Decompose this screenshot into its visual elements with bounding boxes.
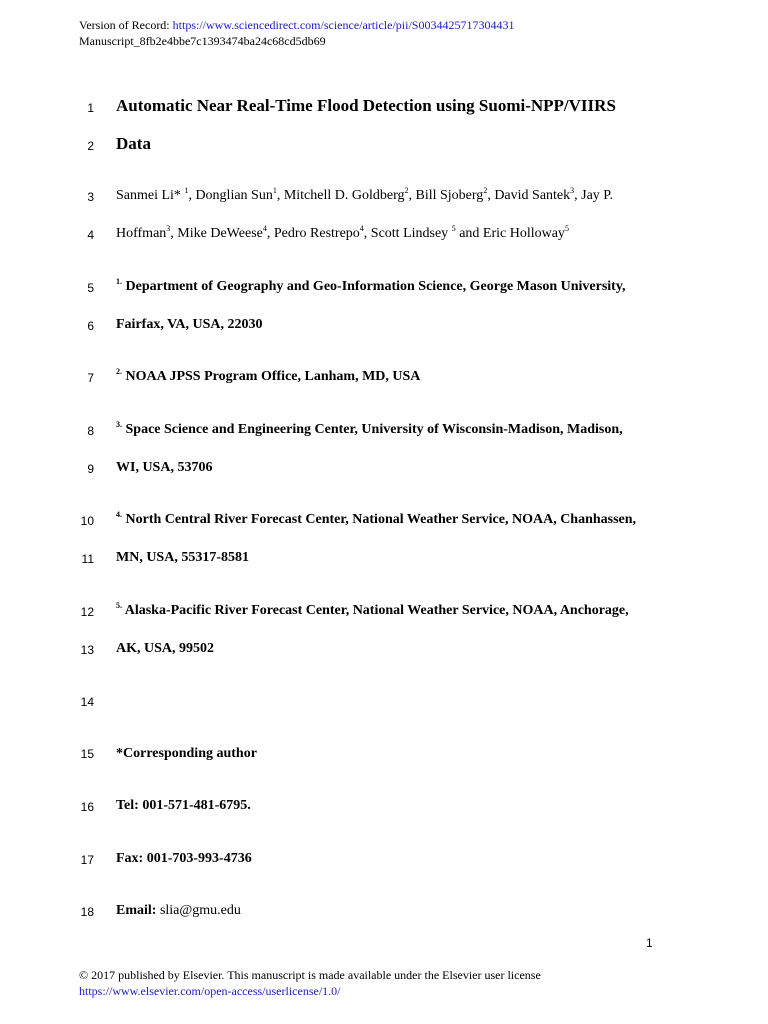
email-label: Email: — [116, 903, 157, 918]
version-of-record — [79, 18, 514, 32]
version-label: Version of Record: — [79, 18, 173, 32]
manuscript-id: Manuscript_8fb2e4bbe7c1393474ba24c68cd5db69 — [79, 34, 326, 48]
affiliation-text: North Central River Forecast Center, National Weather Service, NOAA, Chanhassen, — [125, 512, 637, 527]
line-number: 3 — [87, 190, 94, 204]
affiliation-1 — [116, 278, 626, 296]
author-name: , Scott Lindsey — [363, 226, 452, 241]
affiliation-text: Alaska-Pacific River Forecast Center, National Weather Service, NOAA, Anchorage, — [124, 603, 629, 618]
line-number: 7 — [87, 371, 94, 385]
affiliation-mark: 4 — [262, 224, 267, 233]
affiliation-number: 2. — [116, 367, 122, 376]
author-name: , Mitchell D. Goldberg — [276, 188, 405, 203]
page-number: 1 — [646, 936, 653, 950]
author-name: , Jay P. — [574, 188, 614, 203]
email-address[interactable]: slia@gmu.edu — [156, 903, 241, 918]
affiliation-mark: 3 — [166, 224, 171, 233]
affiliation-4-cont: MN, USA, 55317-8581 — [116, 550, 249, 565]
author-list-line-1 — [116, 187, 613, 205]
line-number: 8 — [87, 424, 94, 438]
fax: Fax: 001-703-993-4736 — [116, 851, 252, 866]
affiliation-mark: 2 — [483, 186, 488, 195]
line-number: 16 — [80, 800, 94, 814]
affiliation-mark: 2 — [404, 186, 409, 195]
affiliation-mark: 4 — [359, 224, 364, 233]
telephone: Tel: 001-571-481-6795. — [116, 798, 251, 813]
line-number: 13 — [80, 643, 94, 657]
line-number: 14 — [80, 695, 94, 709]
line-number: 15 — [80, 747, 94, 761]
corresponding-author: *Corresponding author — [116, 746, 257, 761]
affiliation-5-cont: AK, USA, 99502 — [116, 641, 215, 656]
affiliation-mark: 5 — [564, 224, 569, 233]
license-link[interactable]: https://www.elsevier.com/open-access/userlicense/1.0/ — [79, 984, 341, 998]
affiliation-4 — [116, 511, 636, 529]
line-number: 5 — [87, 281, 94, 295]
line-number: 6 — [87, 319, 94, 333]
line-number: 18 — [80, 905, 94, 919]
author-list-line-2 — [116, 225, 569, 243]
affiliation-text: NOAA JPSS Program Office, Lanham, MD, USA — [125, 369, 421, 384]
license-text: © 2017 published by Elsevier. This manuscript is made available under the Elsevier user license — [79, 968, 541, 982]
line-number: 11 — [81, 552, 94, 566]
affiliation-text: Space Science and Engineering Center, University of Wisconsin-Madison, Madison, — [125, 422, 623, 437]
paper-title-line-1: Automatic Near Real-Time Flood Detection using Suomi-NPP/VIIRS — [116, 96, 616, 115]
affiliation-number: 3. — [116, 420, 122, 429]
author-name: , Pedro Restrepo — [266, 226, 360, 241]
affiliation-number: 5. — [116, 601, 122, 610]
affiliation-mark: 1 — [184, 186, 189, 195]
affiliation-mark: 5 — [451, 224, 456, 233]
line-number: 4 — [87, 228, 94, 242]
line-number: 10 — [80, 514, 94, 528]
line-number: 12 — [80, 605, 94, 619]
line-number: 17 — [80, 853, 94, 867]
affiliation-3 — [116, 421, 623, 439]
line-number: 9 — [87, 462, 94, 476]
affiliation-1-cont: Fairfax, VA, USA, 22030 — [116, 317, 263, 332]
line-number: 1 — [87, 101, 94, 115]
affiliation-2 — [116, 368, 420, 386]
affiliation-number: 4. — [116, 510, 122, 519]
author-name: and Eric Holloway — [455, 226, 565, 241]
author-name: , Donglian Sun — [188, 188, 273, 203]
affiliation-number: 1. — [116, 277, 122, 286]
version-link[interactable]: https://www.sciencedirect.com/science/article/pii/S0034425717304431 — [172, 18, 515, 32]
line-number: 2 — [87, 139, 94, 153]
email — [116, 902, 241, 920]
author-name: , David Santek — [487, 188, 571, 203]
author-name: Hoffman — [116, 226, 167, 241]
author-name: , Mike DeWeese — [170, 226, 263, 241]
affiliation-mark: 3 — [570, 186, 575, 195]
paper-title-line-2: Data — [116, 134, 151, 153]
affiliation-mark: 1 — [272, 186, 277, 195]
affiliation-3-cont: WI, USA, 53706 — [116, 460, 213, 475]
license-link-row — [79, 984, 340, 998]
affiliation-text: Department of Geography and Geo-Information Science, George Mason University, — [125, 279, 626, 294]
author-name: , Bill Sjoberg — [408, 188, 484, 203]
author-name: Sanmei Li* — [116, 188, 181, 203]
affiliation-5 — [116, 602, 629, 620]
